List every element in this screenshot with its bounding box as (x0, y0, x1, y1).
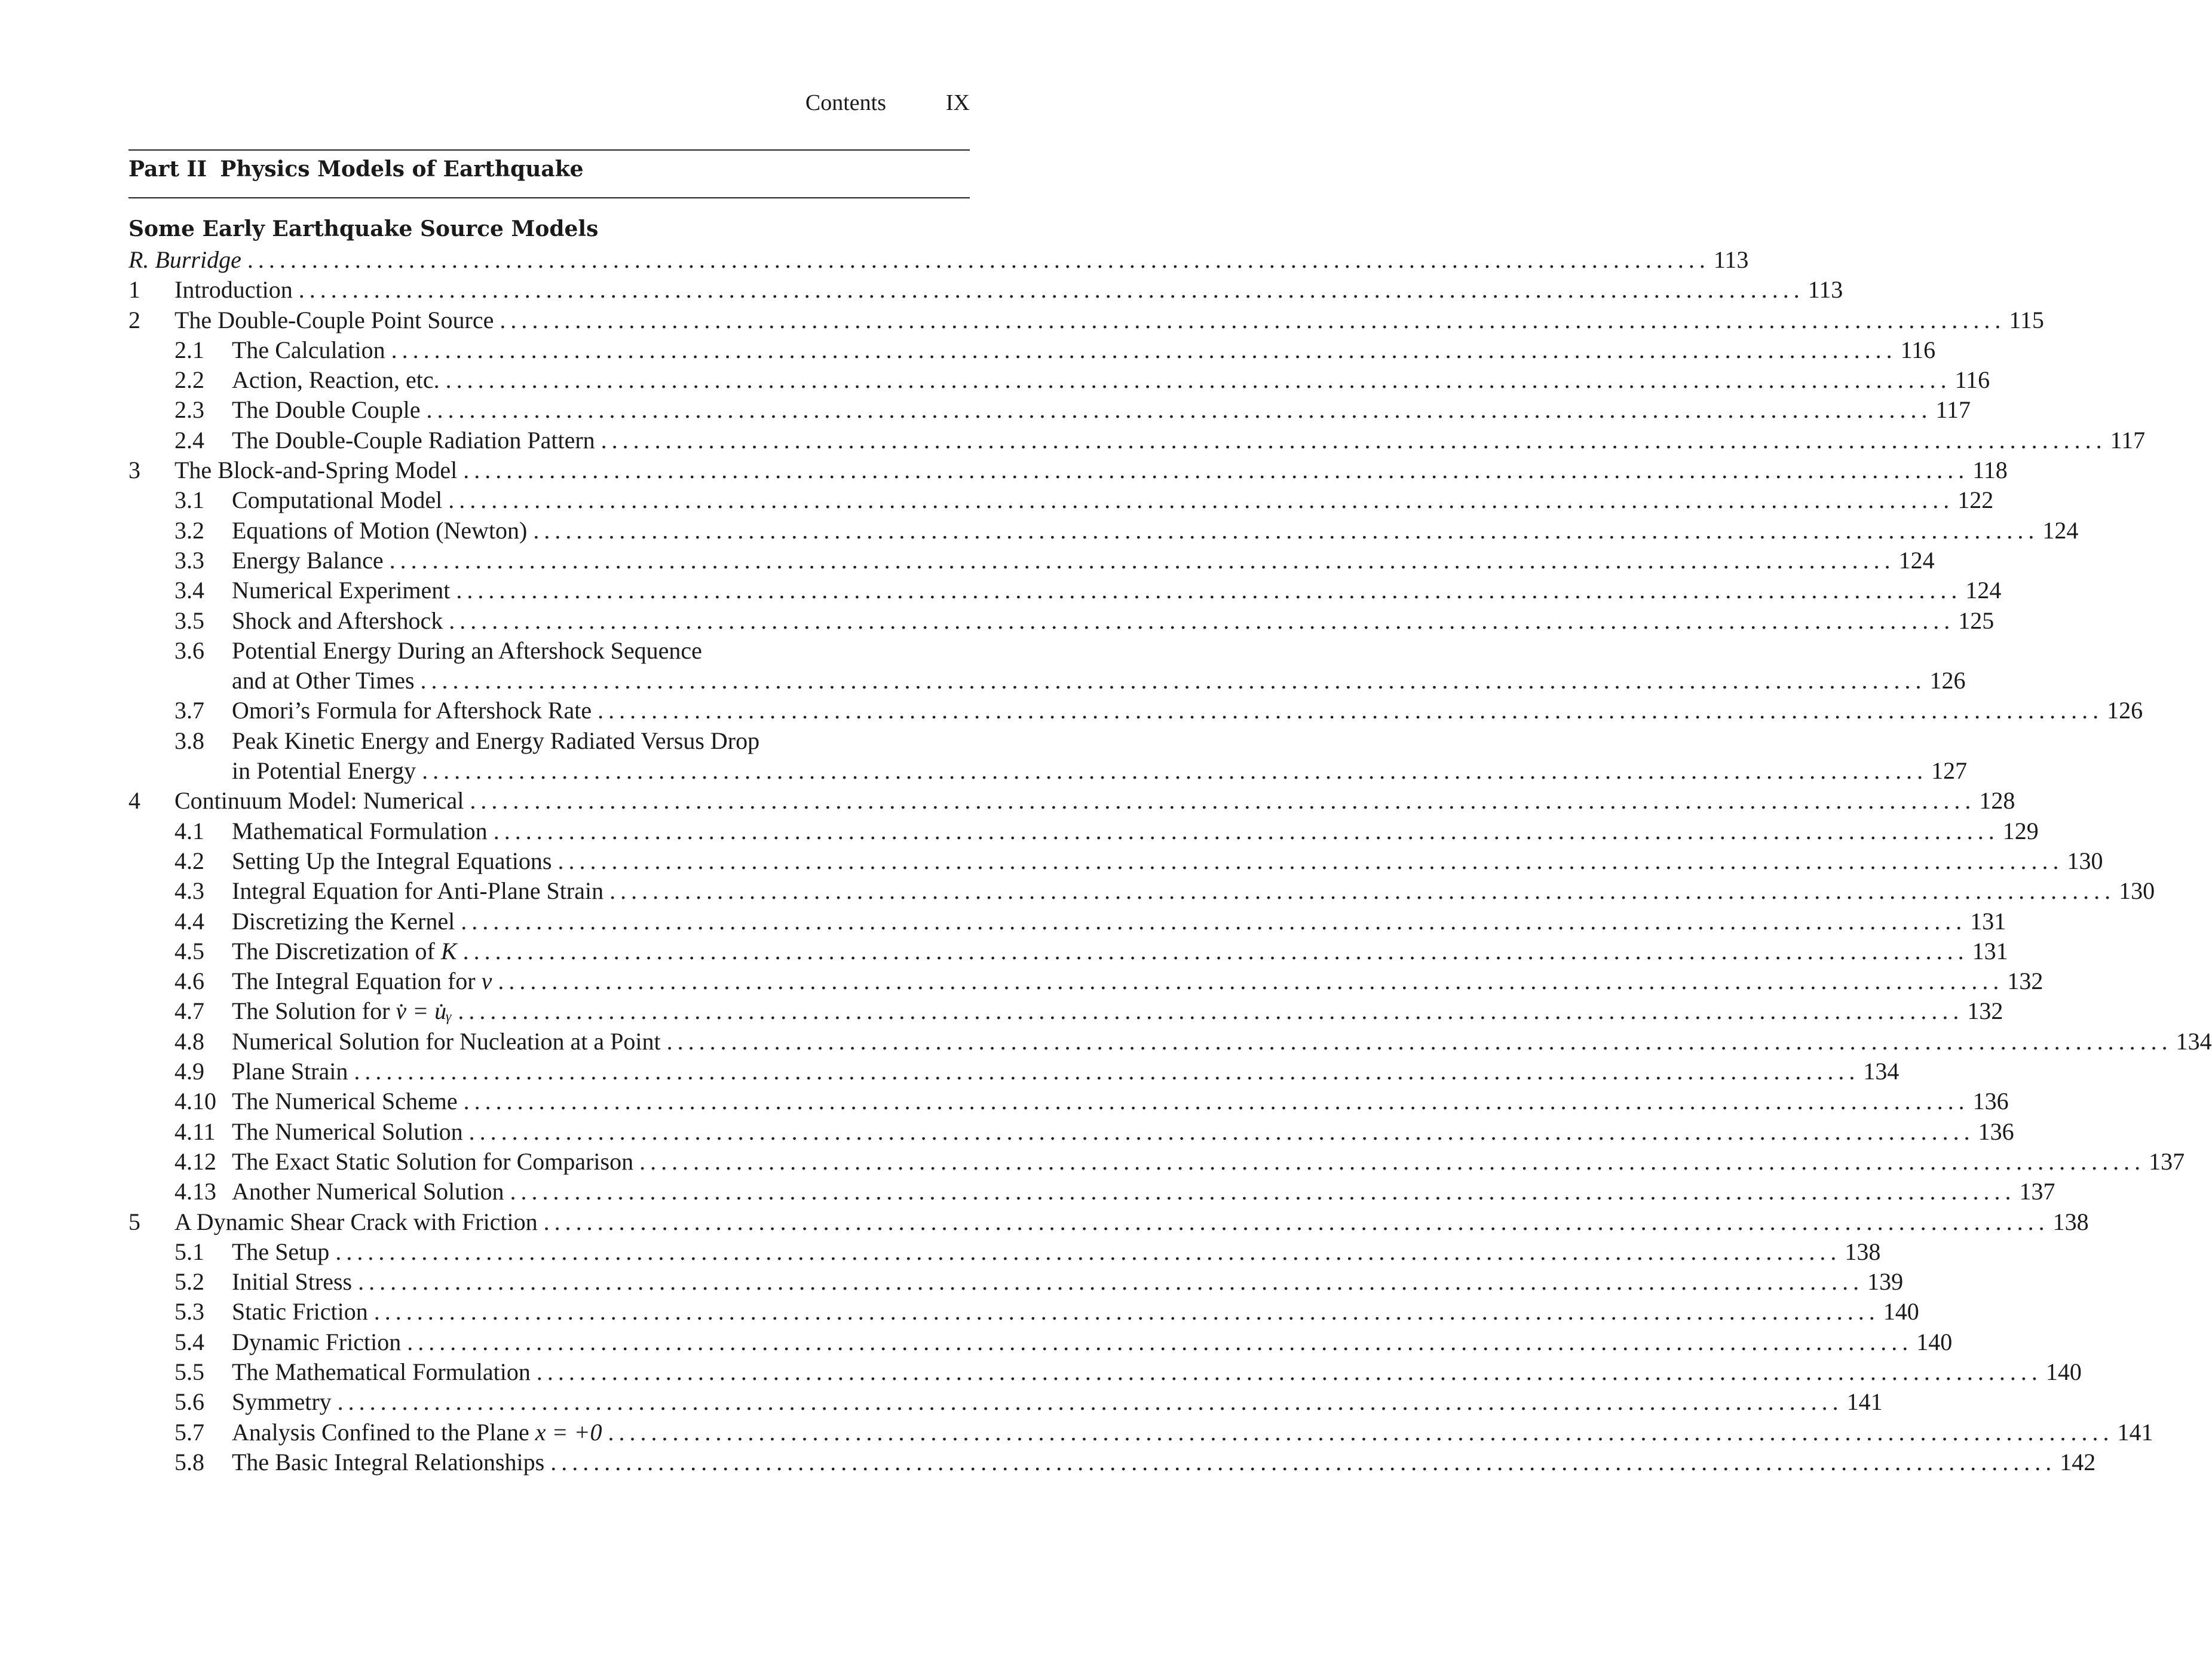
section-title-text: The Calculation (232, 336, 385, 363)
section-title-text: Potential Energy During an Aftershock Sequence (232, 636, 702, 664)
section-number: 4.12 (174, 1147, 216, 1175)
section-number: 4.6 (174, 968, 204, 995)
section-title (174, 1207, 538, 1237)
section-title (232, 576, 450, 605)
section-title (174, 786, 464, 816)
toc-subsection-row[interactable] (128, 966, 2044, 996)
toc-subsection-row[interactable] (128, 426, 2146, 455)
toc-subsection-row[interactable] (128, 485, 1994, 515)
section-title (232, 1027, 661, 1057)
toc-subsection-row[interactable] (128, 546, 1935, 576)
toc-page-number: 118 (1972, 457, 2008, 484)
toc-subsection-row[interactable] (128, 365, 1990, 395)
toc-subsection-row[interactable] (128, 1387, 1883, 1417)
dot-leader: ............................................................................................................................................ (536, 1358, 2042, 1385)
section-title-text: Omori’s Formula for Aftershock Rate (232, 697, 592, 724)
toc-page-number: 141 (1846, 1388, 1883, 1416)
section-title-text: Symmetry (232, 1388, 332, 1416)
section-title-text: Equations of Motion (Newton) (232, 516, 528, 544)
section-title-text: Action, Reaction, etc. (232, 366, 440, 394)
section-title (232, 1147, 633, 1177)
toc-page-number: 137 (2149, 1147, 2185, 1175)
toc-subsection-row[interactable] (128, 1177, 2055, 1207)
section-title-text: Integral Equation for Anti-Plane Strain (232, 877, 604, 905)
section-number: 4.2 (174, 847, 204, 874)
section-number: 5.5 (174, 1358, 204, 1385)
toc-page-number: 136 (1972, 1088, 2009, 1115)
section-number: 4.8 (174, 1027, 204, 1055)
dot-leader: ............................................................................................................................................ (598, 697, 2104, 724)
dot-leader: ............................................................................................................................................ (458, 997, 1964, 1025)
toc-page-number: 136 (1978, 1118, 2014, 1145)
section-title (232, 1267, 352, 1297)
section-title-text: The Block-and-Spring Model (174, 457, 458, 484)
table-of-contents (128, 245, 2212, 1477)
section-number: 5.8 (174, 1448, 204, 1476)
dot-leader: ............................................................................................................................................ (470, 787, 1976, 815)
section-title (232, 996, 452, 1026)
part-rule-bottom (128, 197, 970, 198)
toc-subsection-row[interactable] (128, 1267, 1904, 1297)
toc-subsection-row[interactable] (128, 1297, 1919, 1327)
toc-page-number: 125 (1958, 607, 1995, 634)
section-title-text: Initial Stress (232, 1268, 353, 1296)
toc-page-number: 131 (1970, 907, 2006, 935)
running-head-title: Contents (805, 90, 886, 115)
dot-leader: ............................................................................................................................................ (543, 1208, 2049, 1235)
running-head (128, 90, 970, 118)
toc-subsection-row[interactable] (128, 726, 970, 756)
toc-subsection-row[interactable] (128, 846, 2103, 876)
section-number: 2.3 (174, 396, 204, 424)
toc-page-number: 134 (2176, 1027, 2212, 1055)
toc-page-number: 126 (1929, 667, 1966, 694)
section-title-text: The Mathematical Formulation (232, 1358, 531, 1385)
toc-page-number: 124 (1898, 546, 1935, 574)
dot-leader: ............................................................................................................................................ (420, 667, 1926, 694)
section-number: 3.1 (174, 486, 204, 514)
toc-continuation-row[interactable] (128, 666, 1966, 696)
toc-page-number: 113 (1807, 276, 1843, 304)
toc-continuation-row[interactable] (128, 756, 1968, 786)
toc-author-row[interactable] (128, 245, 1749, 275)
dot-leader: ............................................................................................................................................ (422, 757, 1928, 785)
section-title-text: Mathematical Formulation (232, 817, 488, 844)
dot-leader: ........................................................................................................................................ (247, 246, 1710, 273)
section-title-text: Another Numerical Solution (232, 1178, 504, 1205)
toc-page-number: 131 (1972, 937, 2008, 965)
section-title (232, 1057, 348, 1086)
section-title (232, 1357, 531, 1387)
toc-subsection-row[interactable] (128, 696, 2143, 726)
toc-subsection-row[interactable] (128, 636, 970, 666)
section-title (232, 636, 702, 666)
toc-subsection-row[interactable] (128, 907, 2006, 936)
part-title: Physics Models of Earthquake (220, 157, 584, 182)
section-title (232, 1237, 329, 1267)
toc-page-number: 124 (1965, 577, 2002, 604)
toc-section-row[interactable] (128, 275, 1843, 305)
section-title (232, 335, 385, 365)
dot-leader: ............................................................................................................................................ (456, 577, 1962, 604)
section-number: 4.4 (174, 907, 204, 935)
toc-subsection-row[interactable] (128, 335, 1936, 365)
section-title (232, 485, 442, 515)
toc-page-number: 127 (1931, 757, 1968, 785)
dot-leader: ............................................................................................................................................ (462, 937, 1969, 965)
section-title (232, 1387, 332, 1417)
section-number: 3.7 (174, 697, 204, 724)
section-number: 4.9 (174, 1058, 204, 1085)
section-title (232, 426, 595, 455)
toc-subsection-row[interactable] (128, 1117, 2014, 1147)
toc-subsection-row[interactable] (128, 516, 2079, 546)
section-title-text: Numerical Experiment (232, 577, 451, 604)
section-title-text: Peak Kinetic Energy and Energy Radiated Versus Drop (232, 727, 760, 754)
dot-leader: ............................................................................................................................................ (533, 516, 2039, 544)
toc-subsection-row[interactable] (128, 1057, 1899, 1086)
dot-leader: ............................................................................................................................................ (389, 546, 1895, 574)
section-number: 3.6 (174, 636, 204, 664)
toc-page-number: 113 (1713, 246, 1749, 273)
dot-leader: ............................................................................................................................................ (550, 1448, 2057, 1476)
toc-subsection-row[interactable] (128, 1237, 1881, 1267)
chapter-author: R. Burridge (128, 246, 241, 273)
section-title (174, 275, 293, 305)
section-number: 3 (128, 457, 140, 484)
section-title (232, 966, 492, 996)
section-title-text: Continuum Model: Numerical (174, 787, 464, 815)
dot-leader: ............................................................................................................................................ (601, 426, 2107, 454)
toc-page-number: 141 (2117, 1418, 2153, 1446)
part-rule-top (128, 149, 970, 151)
math-expression: v̇ = u̇ᵧ (396, 997, 452, 1025)
toc-subsection-row[interactable] (128, 1086, 2009, 1116)
section-number: 4.10 (174, 1088, 216, 1115)
section-title-text: Shock and Aftershock (232, 607, 443, 634)
dot-leader: ............................................................................................................................................ (510, 1178, 2016, 1205)
toc-subsection-row[interactable] (128, 996, 2003, 1026)
section-title (174, 305, 494, 335)
dot-leader: ............................................................................................................................................ (461, 907, 1967, 935)
section-title (232, 936, 457, 966)
section-title-text: Static Friction (232, 1298, 368, 1326)
section-number: 3.2 (174, 516, 204, 544)
toc-page-number: 137 (2019, 1178, 2055, 1205)
section-number: 5.4 (174, 1328, 204, 1355)
dot-leader: ............................................................................................................................................ (500, 306, 2006, 333)
toc-subsection-row[interactable] (128, 395, 1971, 425)
dot-leader: ............................................................................................................................................ (354, 1058, 1860, 1085)
dot-leader: ............................................................................................................................................ (666, 1027, 2173, 1055)
toc-subsection-row[interactable] (128, 576, 2002, 605)
dot-leader: ............................................................................................................................................ (391, 336, 1897, 363)
section-title (232, 876, 603, 906)
toc-page-number: 116 (1900, 336, 1936, 363)
section-title-text: Analysis Confined to the Plane (232, 1418, 529, 1446)
dot-leader: ............................................................................................................................................ (463, 1088, 1969, 1115)
section-number: 2.4 (174, 426, 204, 454)
toc-page-number: 140 (2045, 1358, 2082, 1385)
toc-page-number: 124 (2042, 516, 2079, 544)
section-title-text: The Double-Couple Radiation Pattern (232, 426, 595, 454)
section-title (232, 816, 488, 846)
section-title-text: Setting Up the Integral Equations (232, 847, 552, 874)
section-title (232, 726, 759, 756)
section-title-text: The Double Couple (232, 396, 421, 424)
section-number: 5.2 (174, 1268, 204, 1296)
section-title-text: The Numerical Solution (232, 1118, 463, 1145)
section-number: 4.11 (174, 1118, 216, 1145)
section-title-text: The Solution for (232, 997, 390, 1025)
chapter-title: Some Early Earthquake Source Models (128, 216, 599, 241)
toc-subsection-row[interactable] (128, 1447, 2096, 1477)
section-title-text: Discretizing the Kernel (232, 907, 455, 935)
section-title (232, 1177, 504, 1207)
toc-page-number: 132 (2007, 968, 2044, 995)
math-expression: K (440, 937, 457, 965)
toc-section-row[interactable] (128, 786, 2015, 816)
math-expression: v (481, 968, 492, 995)
toc-page-number: 138 (1845, 1238, 1881, 1265)
section-title-text: Dynamic Friction (232, 1328, 402, 1355)
section-number: 2.1 (174, 336, 204, 363)
dot-leader: ............................................................................................................................................ (498, 968, 2004, 995)
section-title (232, 1117, 463, 1147)
toc-page-number: 134 (1863, 1058, 1899, 1085)
section-number: 4.1 (174, 817, 204, 844)
section-title-continued: and at Other Times (232, 667, 415, 694)
section-title-text: The Numerical Scheme (232, 1088, 458, 1115)
section-title-text: Plane Strain (232, 1058, 348, 1085)
dot-leader: ............................................................................................................................................ (557, 847, 2064, 874)
section-number: 2 (128, 306, 140, 333)
section-title-text: The Exact Static Solution for Comparison (232, 1147, 634, 1175)
section-number: 4.3 (174, 877, 204, 905)
section-title (232, 846, 552, 876)
dot-leader: ............................................................................................................................................ (608, 1418, 2114, 1446)
toc-page-number: 115 (2009, 306, 2044, 333)
toc-page-number: 140 (1883, 1298, 1919, 1326)
toc-subsection-row[interactable] (128, 816, 2039, 846)
toc-section-row[interactable] (128, 1207, 2089, 1237)
section-title (232, 696, 592, 726)
toc-subsection-row[interactable] (128, 1357, 2082, 1387)
section-number: 3.5 (174, 607, 204, 634)
toc-subsection-row[interactable] (128, 1327, 1953, 1357)
section-title (232, 1418, 602, 1447)
toc-section-row[interactable] (128, 305, 2044, 335)
section-number: 5.7 (174, 1418, 204, 1446)
toc-page-number: 142 (2060, 1448, 2096, 1476)
section-number: 3.8 (174, 727, 204, 754)
section-title-text: The Setup (232, 1238, 330, 1265)
toc-section-row[interactable] (128, 455, 2008, 485)
section-number: 4 (128, 787, 140, 815)
dot-leader: ............................................................................................................................................ (448, 486, 1954, 514)
section-title (174, 455, 457, 485)
dot-leader: ............................................................................................................................................ (609, 877, 2116, 905)
dot-leader: ............................................................................................................................................ (298, 276, 1804, 304)
section-title-text: The Discretization of (232, 937, 435, 965)
dot-leader: ............................................................................................................................................ (449, 607, 1955, 634)
toc-subsection-row[interactable] (128, 876, 2155, 906)
section-number: 3.3 (174, 546, 204, 574)
section-number: 2.2 (174, 366, 204, 394)
dot-leader: ............................................................................................................................................ (407, 1328, 1913, 1355)
section-title-text: Energy Balance (232, 546, 384, 574)
toc-page-number: 117 (1935, 396, 1971, 424)
section-title-text: Numerical Solution for Nucleation at a Point (232, 1027, 661, 1055)
dot-leader: ............................................................................................................................................ (445, 366, 1951, 394)
toc-page-number: 132 (1967, 997, 2003, 1025)
toc-page-number: 126 (2107, 697, 2143, 724)
section-number: 4.13 (174, 1178, 216, 1205)
section-number: 5.1 (174, 1238, 204, 1265)
toc-subsection-row[interactable] (128, 1418, 2153, 1447)
section-number: 5.3 (174, 1298, 204, 1326)
section-title-text: Computational Model (232, 486, 443, 514)
toc-page-number: 130 (2119, 877, 2155, 905)
section-title (232, 546, 384, 576)
part-heading (128, 157, 584, 182)
section-title (232, 1086, 458, 1116)
section-number: 4.5 (174, 937, 204, 965)
toc-page-number: 122 (1957, 486, 1994, 514)
section-number: 5 (128, 1208, 140, 1235)
dot-leader: ............................................................................................................................................ (358, 1268, 1864, 1296)
section-title (232, 1447, 544, 1477)
section-title (232, 1327, 401, 1357)
section-title-text: Introduction (174, 276, 293, 304)
section-title-text: A Dynamic Shear Crack with Friction (174, 1208, 538, 1235)
dot-leader: ............................................................................................................................................ (373, 1298, 1880, 1326)
math-expression: x = +0 (535, 1418, 602, 1446)
section-title-text: The Double-Couple Point Source (174, 306, 494, 333)
toc-subsection-row[interactable] (128, 936, 2008, 966)
dot-leader: ............................................................................................................................................ (426, 396, 1932, 424)
toc-page-number: 117 (2110, 426, 2146, 454)
running-head-page-number: IX (945, 90, 970, 115)
section-title (232, 395, 421, 425)
toc-subsection-row[interactable] (128, 606, 1995, 636)
section-number: 1 (128, 276, 140, 304)
dot-leader: ............................................................................................................................................ (639, 1147, 2146, 1175)
section-number: 3.4 (174, 577, 204, 604)
dot-leader: ............................................................................................................................................ (468, 1118, 1975, 1145)
dot-leader: ............................................................................................................................................ (335, 1238, 1842, 1265)
toc-subsection-row[interactable] (128, 1027, 2212, 1057)
toc-page-number: 139 (1867, 1268, 1904, 1296)
toc-page-number: 129 (2002, 817, 2039, 844)
toc-page-number: 138 (2052, 1208, 2089, 1235)
section-title-text: The Basic Integral Relationships (232, 1448, 545, 1476)
dot-leader: ............................................................................................................................................ (463, 457, 1969, 484)
toc-page-number: 128 (1979, 787, 2015, 815)
toc-page-number: 116 (1954, 366, 1990, 394)
toc-page-number: 140 (1916, 1328, 1953, 1355)
section-number: 4.7 (174, 997, 204, 1025)
section-title (232, 365, 440, 395)
dot-leader: ............................................................................................................................................ (337, 1388, 1843, 1416)
dot-leader: ............................................................................................................................................ (493, 817, 1999, 844)
section-title-continued: in Potential Energy (232, 757, 416, 785)
section-title-text: The Integral Equation for (232, 968, 476, 995)
toc-subsection-row[interactable] (128, 1147, 2185, 1177)
toc-page-number: 130 (2067, 847, 2103, 874)
section-number: 5.6 (174, 1388, 204, 1416)
section-title (232, 1297, 368, 1327)
section-title (232, 907, 455, 936)
section-title (232, 516, 527, 546)
section-title (232, 606, 443, 636)
part-label: Part II (128, 157, 207, 182)
